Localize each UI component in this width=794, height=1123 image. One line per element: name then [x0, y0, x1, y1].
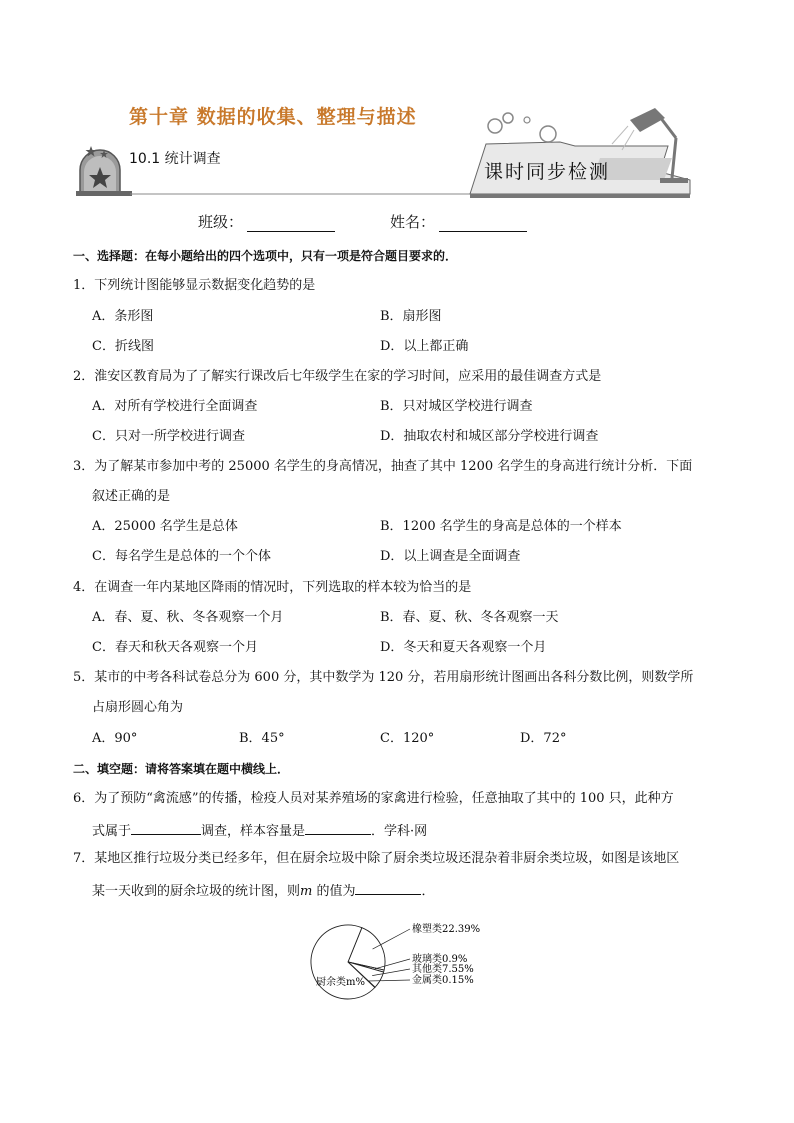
q3-option-c[interactable]: C．每名学生是总体的一个个体 — [92, 549, 271, 564]
q2-option-c[interactable]: C．只对一所学校进行调查 — [92, 429, 245, 444]
q3-stem-continued: 叙述正确的是 — [92, 489, 171, 504]
q7-text-c: ． — [421, 884, 435, 899]
star-badge-icon — [80, 146, 120, 192]
q7-stem: 7．某地区推行垃圾分类已经多年，但在厨余垃圾中除了厨余类垃圾还混杂着非厨余类垃圾，如图是该地区 — [73, 851, 680, 866]
q7-text-b: 的值为 — [312, 884, 356, 899]
q4-option-c[interactable]: C．春天和秋天各观察一个月 — [92, 640, 258, 655]
q3-option-b[interactable]: B．1200 名学生的身高是总体的一个样本 — [380, 519, 622, 534]
slice-label: 金属类0.15% — [412, 975, 474, 986]
q7-variable: m — [300, 884, 313, 899]
q1-option-d[interactable]: D．以上都正确 — [380, 339, 469, 354]
q6-blank-2[interactable] — [305, 821, 371, 835]
q6-stem: 6．为了预防“禽流感”的传播，检疫人员对某养殖场的家禽进行检验，任意抽取了其中的 100 只，此种方 — [73, 791, 674, 806]
banner-label: 课时同步检测 — [484, 161, 611, 183]
q6-blank-1[interactable] — [131, 821, 201, 835]
slice-label: 厨余类m% — [316, 977, 365, 988]
q4-option-b[interactable]: B．春、夏、秋、冬各观察一天 — [380, 610, 559, 625]
q1-stem: 1．下列统计图能够显示数据变化趋势的是 — [73, 278, 316, 293]
q1-option-b[interactable]: B．扇形图 — [380, 309, 442, 324]
q3-option-a[interactable]: A．25000 名学生是总体 — [92, 519, 238, 534]
q5-stem: 5．某市的中考各科试卷总分为 600 分，其中数学为 120 分，若用扇形统计图画出各科分数比例，则数学所 — [73, 670, 694, 685]
fill-section-heading: 二、填空题：请将答案填在题中横线上． — [73, 762, 290, 776]
q4-option-d[interactable]: D．冬天和夏天各观察一个月 — [380, 640, 547, 655]
q3-stem: 3．为了解某市参加中考的 25000 名学生的身高情况，抽查了其中 1200 名学生的身高进行统计分析．下面 — [73, 459, 693, 474]
section-title: 10.1 统计调查 — [129, 151, 221, 167]
name-blank[interactable] — [439, 215, 527, 232]
q1-option-a[interactable]: A．条形图 — [92, 309, 154, 324]
choice-section-heading: 一、选择题：在每小题给出的四个选项中，只有一项是符合题目要求的． — [73, 249, 458, 263]
name-label: 姓名： — [390, 213, 436, 231]
q6-text-c: ．学科·网 — [371, 824, 428, 839]
q7-blank[interactable] — [355, 881, 421, 895]
q7-stem-continued — [92, 881, 435, 900]
q4-option-a[interactable]: A．春、夏、秋、冬各观察一个月 — [92, 610, 284, 625]
q4-stem: 4．在调查一年内某地区降雨的情况时，下列选取的样本较为恰当的是 — [73, 580, 472, 595]
q6-text-b: 调查，样本容量是 — [201, 824, 306, 839]
q2-option-b[interactable]: B．只对城区学校进行调查 — [380, 399, 533, 414]
name-field[interactable] — [390, 211, 527, 232]
q5-option-a[interactable]: A．90° — [92, 731, 138, 746]
slice-label: 玻璃类0.9% — [412, 954, 468, 965]
q6-stem-continued — [92, 821, 427, 840]
bubble-icon — [488, 113, 556, 142]
class-field[interactable] — [198, 211, 335, 232]
q1-option-c[interactable]: C．折线图 — [92, 339, 154, 354]
chapter-title: 第十章 数据的收集、整理与描述 — [129, 106, 417, 128]
q2-option-d[interactable]: D．抽取农村和城区部分学校进行调查 — [380, 429, 599, 444]
leader-line — [373, 929, 410, 949]
q3-option-d[interactable]: D．以上调查是全面调查 — [380, 549, 521, 564]
pie-chart — [300, 915, 500, 1015]
q5-option-d[interactable]: D．72° — [520, 731, 567, 746]
q5-stem-continued: 占扇形圆心角为 — [92, 700, 184, 715]
q2-option-a[interactable]: A．对所有学校进行全面调查 — [92, 399, 258, 414]
q7-text-a: 某一天收到的厨余垃圾的统计图，则 — [92, 884, 301, 899]
class-blank[interactable] — [247, 215, 335, 232]
q6-text-a: 式属于 — [92, 824, 132, 839]
q5-option-b[interactable]: B．45° — [239, 731, 285, 746]
class-label: 班级： — [198, 213, 244, 231]
q2-stem: 2．淮安区教育局为了了解实行课改后七年级学生在家的学习时间，应采用的最佳调查方式是 — [73, 369, 602, 384]
q5-option-c[interactable]: C．120° — [380, 731, 435, 746]
slice-label: 其他类7.55% — [412, 964, 474, 975]
header-decoration — [0, 80, 794, 200]
slice-label: 橡塑类22.39% — [412, 924, 481, 935]
